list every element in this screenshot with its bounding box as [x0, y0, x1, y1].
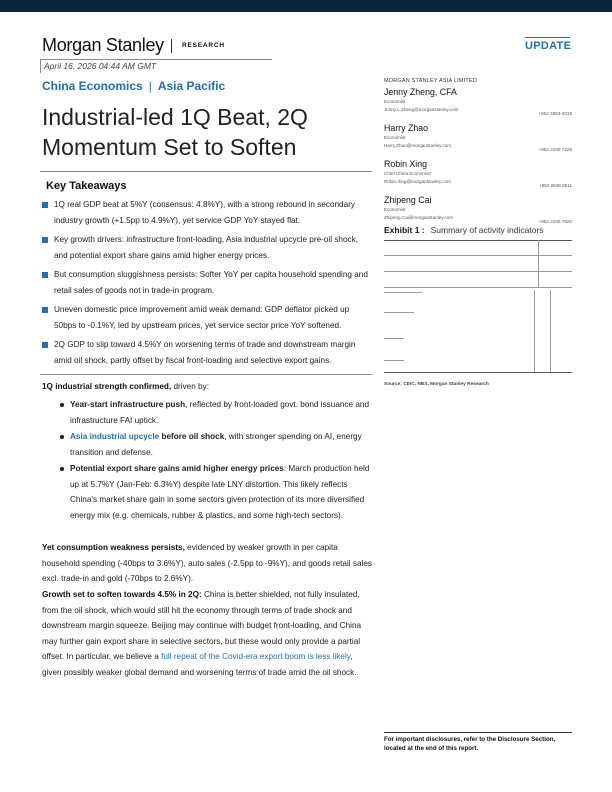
series-separator: |: [148, 79, 152, 93]
takeaway-item: 1Q real GDP beat at 5%Y (consensus: 4.8%Y), with a strong rebound in secondary industry growth (+1.5pp to 4.9%Y), yet service GDP YoY stayed flat.: [42, 197, 370, 228]
analyst-phone: +852 2239 7229: [538, 147, 572, 152]
analyst-email[interactable]: Harry.Zhao@morganstanley.com: [384, 143, 452, 148]
exhibit-title: Summary of activity indicators: [430, 225, 544, 235]
report-title: Industrial-led 1Q Beat, 2Q Momentum Set to Soften: [42, 104, 308, 160]
driver-item: Potential export share gains amid higher energy prices: March production held up at 5.7%Y (Jan-Feb: 6.3%Y) despite late LNY distortion. This likely reflects China's market share gain in some sectors given protection of its more diversified energy mix (e.g. chemicals, rubber & plastics, and some high-tech sectors).: [60, 461, 372, 523]
analyst-card: [384, 195, 572, 228]
bullet-dot-icon: [60, 403, 64, 407]
table-row-line: [384, 255, 572, 256]
table-bottom-rule: [384, 372, 572, 373]
region-name[interactable]: Asia Pacific: [157, 79, 226, 93]
takeaway-item: 2Q GDP to slip toward 4.5%Y on worsening terms of trade and downstream margin amid oil shock, partly offset by fiscal front-loading and selective export gains.: [42, 337, 370, 368]
takeaway-item: But consumption sluggishness persists: Softer YoY per capita household spending and retail sales of goods not in trade-in program.: [42, 267, 370, 298]
bullet-square-icon: [42, 272, 48, 278]
driver-item: Asia industrial upcycle before oil shock, with stronger spending on AI, energy transition and defense.: [60, 429, 372, 460]
bullet-square-icon: [42, 342, 48, 348]
logo-separator: [171, 39, 172, 53]
analyst-role: Economist: [384, 99, 406, 104]
table-column-line: [534, 290, 535, 372]
table-row-line: [384, 271, 572, 272]
table-row-line: [384, 312, 414, 313]
analyst-card: [384, 159, 572, 192]
analyst-role: Economist: [384, 207, 406, 212]
analyst-sidebar: [384, 78, 572, 228]
bullet-square-icon: [42, 307, 48, 313]
analyst-card: [384, 87, 572, 120]
bullet-square-icon: [42, 202, 48, 208]
series-name[interactable]: China Economics: [42, 79, 143, 93]
table-top-rule: [384, 240, 572, 241]
table-row-line: [384, 338, 404, 339]
bullet-square-icon: [42, 237, 48, 243]
bullet-dot-icon: [60, 467, 64, 471]
table-column-line: [538, 240, 539, 288]
paragraph-industrial: 1Q industrial strength confirmed, driven by:: [42, 382, 209, 391]
analyst-phone: +852 2239 7820: [538, 219, 572, 224]
firm-name: MORGAN STANLEY ASIA LIMITED: [384, 78, 477, 84]
paragraph-outlook: Growth set to soften towards 4.5% in 2Q: China is better shielded, not fully insulated, from the oil shock, which would still hit the economy through terms of trade shock and downstream margin squeeze. Beijing may continue with budget front-loading, and China may further gain export share in selective sectors, but these would only provide a partial offset. In particular, we believe a full repeat of the Covid-era export boom is less likely, given possibly weaker global demand and worsening terms of trade amid the oil shock.: [42, 590, 362, 677]
exhibit-source: Source: CEIC, NBS, Morgan Stanley Research: [384, 382, 489, 387]
analyst-name: Harry Zhao: [384, 123, 428, 133]
takeaway-item: Uneven domestic price improvement amid weak demand: GDP deflator picked up 50bps to -0.1%Y, led by upstream prices, yet service sector price YoY softened.: [42, 302, 370, 333]
exhibit-table: [384, 240, 572, 372]
analyst-email[interactable]: Robin.Xing@morganstanley.com: [384, 179, 451, 184]
top-banner: [0, 0, 612, 12]
table-row-line: [384, 292, 422, 293]
analyst-role: Economist: [384, 135, 406, 140]
brand-logo: Morgan Stanley: [42, 35, 164, 55]
table-row-line: [384, 287, 572, 288]
bullet-dot-icon: [60, 435, 64, 439]
table-row-line: [384, 360, 404, 361]
analyst-email[interactable]: Zhipeng.Cai@morganstanley.com: [384, 215, 454, 220]
takeaway-item: Key growth drivers: infrastructure front-loading, Asia industrial upcycle pre-oil shock, and potential export share gains amid higher energy prices.: [42, 232, 370, 263]
paragraph-consumption: Yet consumption weakness persists, evidenced by weaker growth in per capita household spending (-40bps to 3.6%Y), auto sales (-2.5pp to -9%Y), and goods retail sales excl. trade-in and gold (-70bps to 2.6%Y).: [42, 543, 372, 583]
analyst-name: Jenny Zheng, CFA: [384, 87, 457, 97]
analyst-phone: +852 2848 6511: [539, 183, 572, 188]
table-column-line: [550, 290, 551, 372]
driver-item: Year-start infrastructure push, reflected by front-loaded govt. bond issuance and infrastructure FAI uptick.: [60, 397, 372, 428]
drivers-list: [60, 397, 372, 524]
exhibit-header: [384, 225, 572, 235]
series-line: [42, 79, 225, 93]
analyst-name: Robin Xing: [384, 159, 428, 169]
section-label: RESEARCH: [182, 42, 225, 49]
update-badge: UPDATE: [525, 40, 572, 52]
analyst-role: Chief China Economist: [384, 171, 431, 176]
takeaways-divider: [40, 374, 372, 375]
disclosure-rule: [384, 732, 572, 733]
asia-upcycle-link[interactable]: Asia industrial upcycle: [70, 432, 160, 441]
analyst-name: Zhipeng Cai: [384, 195, 432, 205]
publish-date: April 16, 2026 04:44 AM GMT: [44, 61, 157, 71]
exhibit-label: Exhibit 1 :: [384, 225, 425, 235]
analyst-card: [384, 123, 572, 156]
update-rule: [525, 37, 570, 38]
analyst-phone: +852 3963-4015: [538, 111, 572, 116]
key-takeaways-heading: Key Takeaways: [46, 180, 127, 192]
title-divider: [40, 171, 372, 172]
key-takeaways-list: [42, 197, 370, 372]
analyst-email[interactable]: Jenny.L.Zheng@morganstanley.com: [384, 107, 459, 112]
disclosure-note[interactable]: For important disclosures, refer to the Disclosure Section, located at the end of this report.: [384, 736, 556, 752]
export-boom-link[interactable]: full repeat of the Covid-era export boom is less likely: [161, 652, 351, 661]
